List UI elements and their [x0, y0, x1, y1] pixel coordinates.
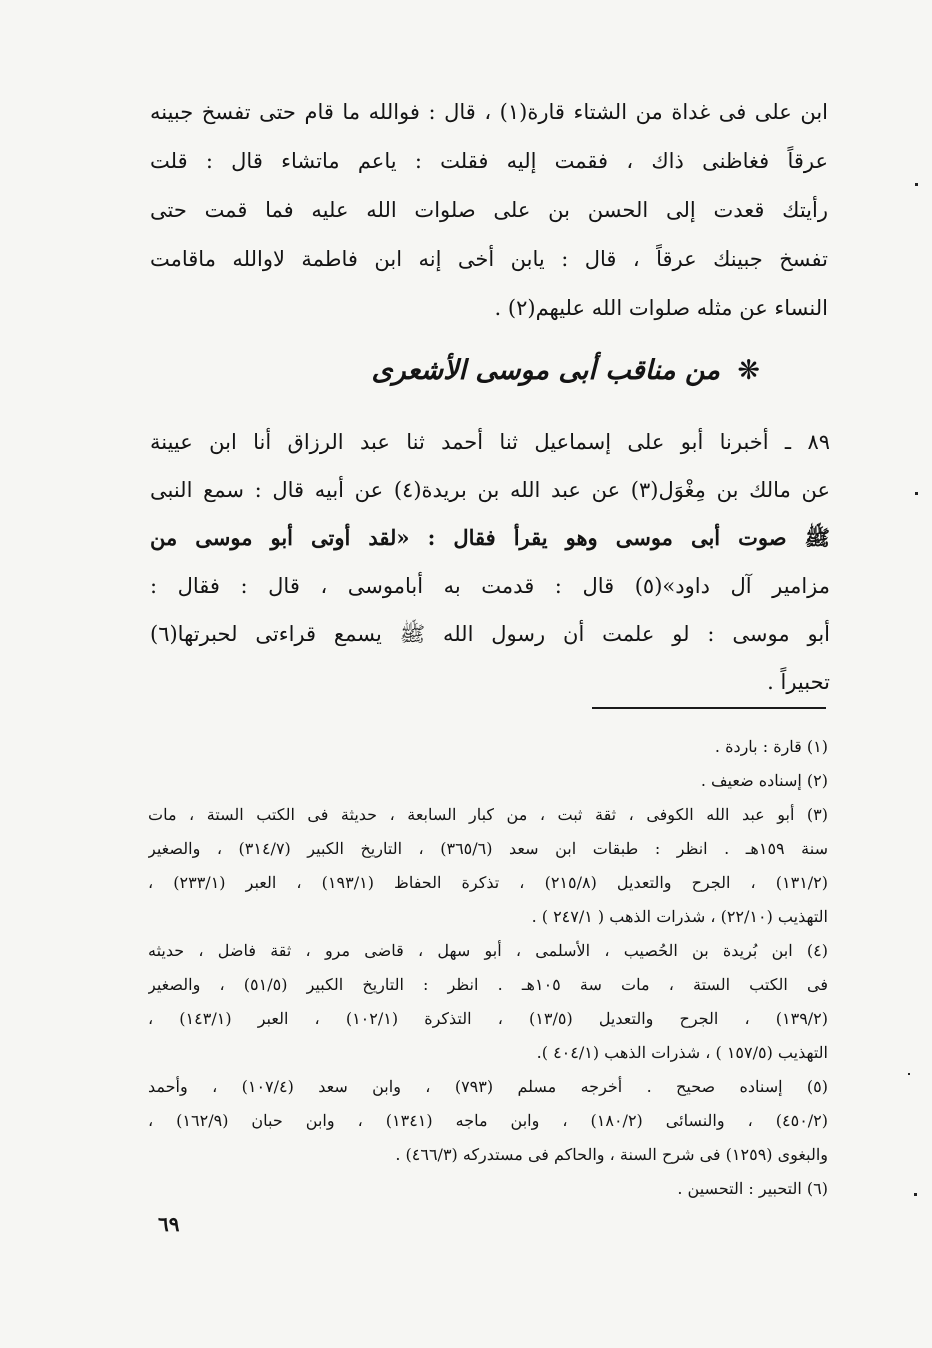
footnote-1: [148, 730, 828, 764]
footnote-line: (١٣٩/٢) ، الجرح والتعديل (١٣/٥) ، التذكرة (١٠٢/١) ، العبر (١٤٣/١) ،: [148, 1009, 828, 1028]
footnotes: [148, 730, 828, 1206]
footnote-line: التهذيب (١٥٧/٥ ) ، شذرات الذهب (٤٠٤/١ ).: [536, 1043, 828, 1062]
paragraph-1: [150, 88, 828, 333]
paragraph-2-line: ﷺ صوت أبى موسى وهو يقرأ فقال : «لقد أوتى أبو موسى من: [150, 525, 830, 550]
footnote-line: (٦) التحبير : التحسين .: [677, 1179, 828, 1198]
paragraph-2-line: أبو موسى : لو علمت أن رسول الله ﷺ يسمع قراءتى لحبرتها(٦): [150, 622, 830, 646]
footnote-line: التهذيب (٢٢/١٠) ، شذرات الذهب ( ٢٤٧/١ ) .: [531, 907, 828, 926]
footnote-divider: [592, 707, 826, 709]
paragraph-2: [150, 418, 830, 706]
footnote-line: سنة ١٥٩هـ . انظر : طبقات ابن سعد (٣٦٥/٦) ، التاريخ الكبير (٣١٤/٧) ، والصغير: [148, 839, 828, 858]
ornament-icon: ❋: [737, 355, 760, 386]
paragraph-2-line: مزامير آل داود»(٥) قال : قدمت به أباموسى ، قال : فقال :: [150, 574, 830, 598]
paragraph-1-line: ابن على فى غداة من الشتاء قارة(١) ، قال : فوالله ما قام حتى تفسخ جبينه: [150, 100, 828, 124]
footnote-line: (٥) إسناده صحيح . أخرجه مسلم (٧٩٣) ، وابن سعد (١٠٧/٤) ، وأحمد: [148, 1077, 828, 1096]
footnote-5: [148, 1070, 828, 1172]
section-heading: [300, 346, 760, 396]
scan-speck: [915, 492, 918, 495]
footnote-6: [148, 1172, 828, 1206]
paragraph-1-line: عرقاً فغاظنى ذاك ، فقمت إليه فقلت : ياعم ماتشاء قال : قلت: [150, 149, 828, 173]
footnote-line: (٢) إسناده ضعيف .: [700, 771, 828, 790]
page-number: ٦٩: [158, 1212, 180, 1236]
paragraph-1-line: النساء عن مثله صلوات الله عليهم(٢) .: [494, 296, 828, 320]
footnote-line: (١٣١/٢) ، الجرح والتعديل (٢١٥/٨) ، تذكرة الحفاظ (١٩٣/١) ، العبر (٢٣٣/١) ،: [148, 873, 828, 892]
paragraph-1-line: رأيتك قعدت إلى الحسن بن على صلوات الله عليه فما قمت حتى: [150, 198, 828, 222]
footnote-2: [148, 764, 828, 798]
scan-speck: [915, 183, 918, 186]
paragraph-2-line: عن مالك بن مِغْوَل(٣) عن عبد الله بن بريدة(٤) عن أبيه قال : سمع النبى: [150, 478, 830, 502]
paragraph-2-line: ٨٩ ـ أخبرنا أبو على إسماعيل ثنا أحمد ثنا عبد الرزاق أنا ابن عيينة: [150, 430, 830, 454]
footnote-line: (٣) أبو عبد الله الكوفى ، ثقة ثبت ، من كبار السابعة ، حديثة فى الكتب الستة ، مات: [148, 805, 828, 824]
scan-speck: [908, 1073, 910, 1075]
footnote-line: فى الكتب الستة ، مات سة ١٠٥هـ . انظر : التاريخ الكبير (٥١/٥) ، والصغير: [148, 975, 828, 994]
scan-speck: [914, 1193, 917, 1196]
footnote-3: [148, 798, 828, 934]
footnote-4: [148, 934, 828, 1070]
footnote-line: (٤) ابن بُريدة بن الحُصيب ، الأسلمى ، أبو سهل ، قاضى مرو ، ثقة فاضل ، حديثه: [148, 941, 828, 960]
footnote-line: (٤٥٠/٢) ، والنسائى (١٨٠/٢) ، وابن ماجه (١٣٤١) ، وابن حبان (١٦٢/٩) ،: [148, 1111, 828, 1130]
footnote-line: والبغوى (١٢٥٩) فى شرح السنة ، والحاكم فى مستدركه (٤٦٦/٣) .: [395, 1145, 828, 1164]
footnote-line: (١) قارة : باردة .: [714, 737, 828, 756]
paragraph-1-line: تفسخ جبينك عرقاً ، قال : يابن أخى إنه ابن فاطمة لاوالله ماقامت: [150, 247, 828, 271]
paragraph-2-line: تحبيراً .: [767, 670, 830, 694]
section-title: من مناقب أبى موسى الأشعرى: [371, 355, 720, 386]
